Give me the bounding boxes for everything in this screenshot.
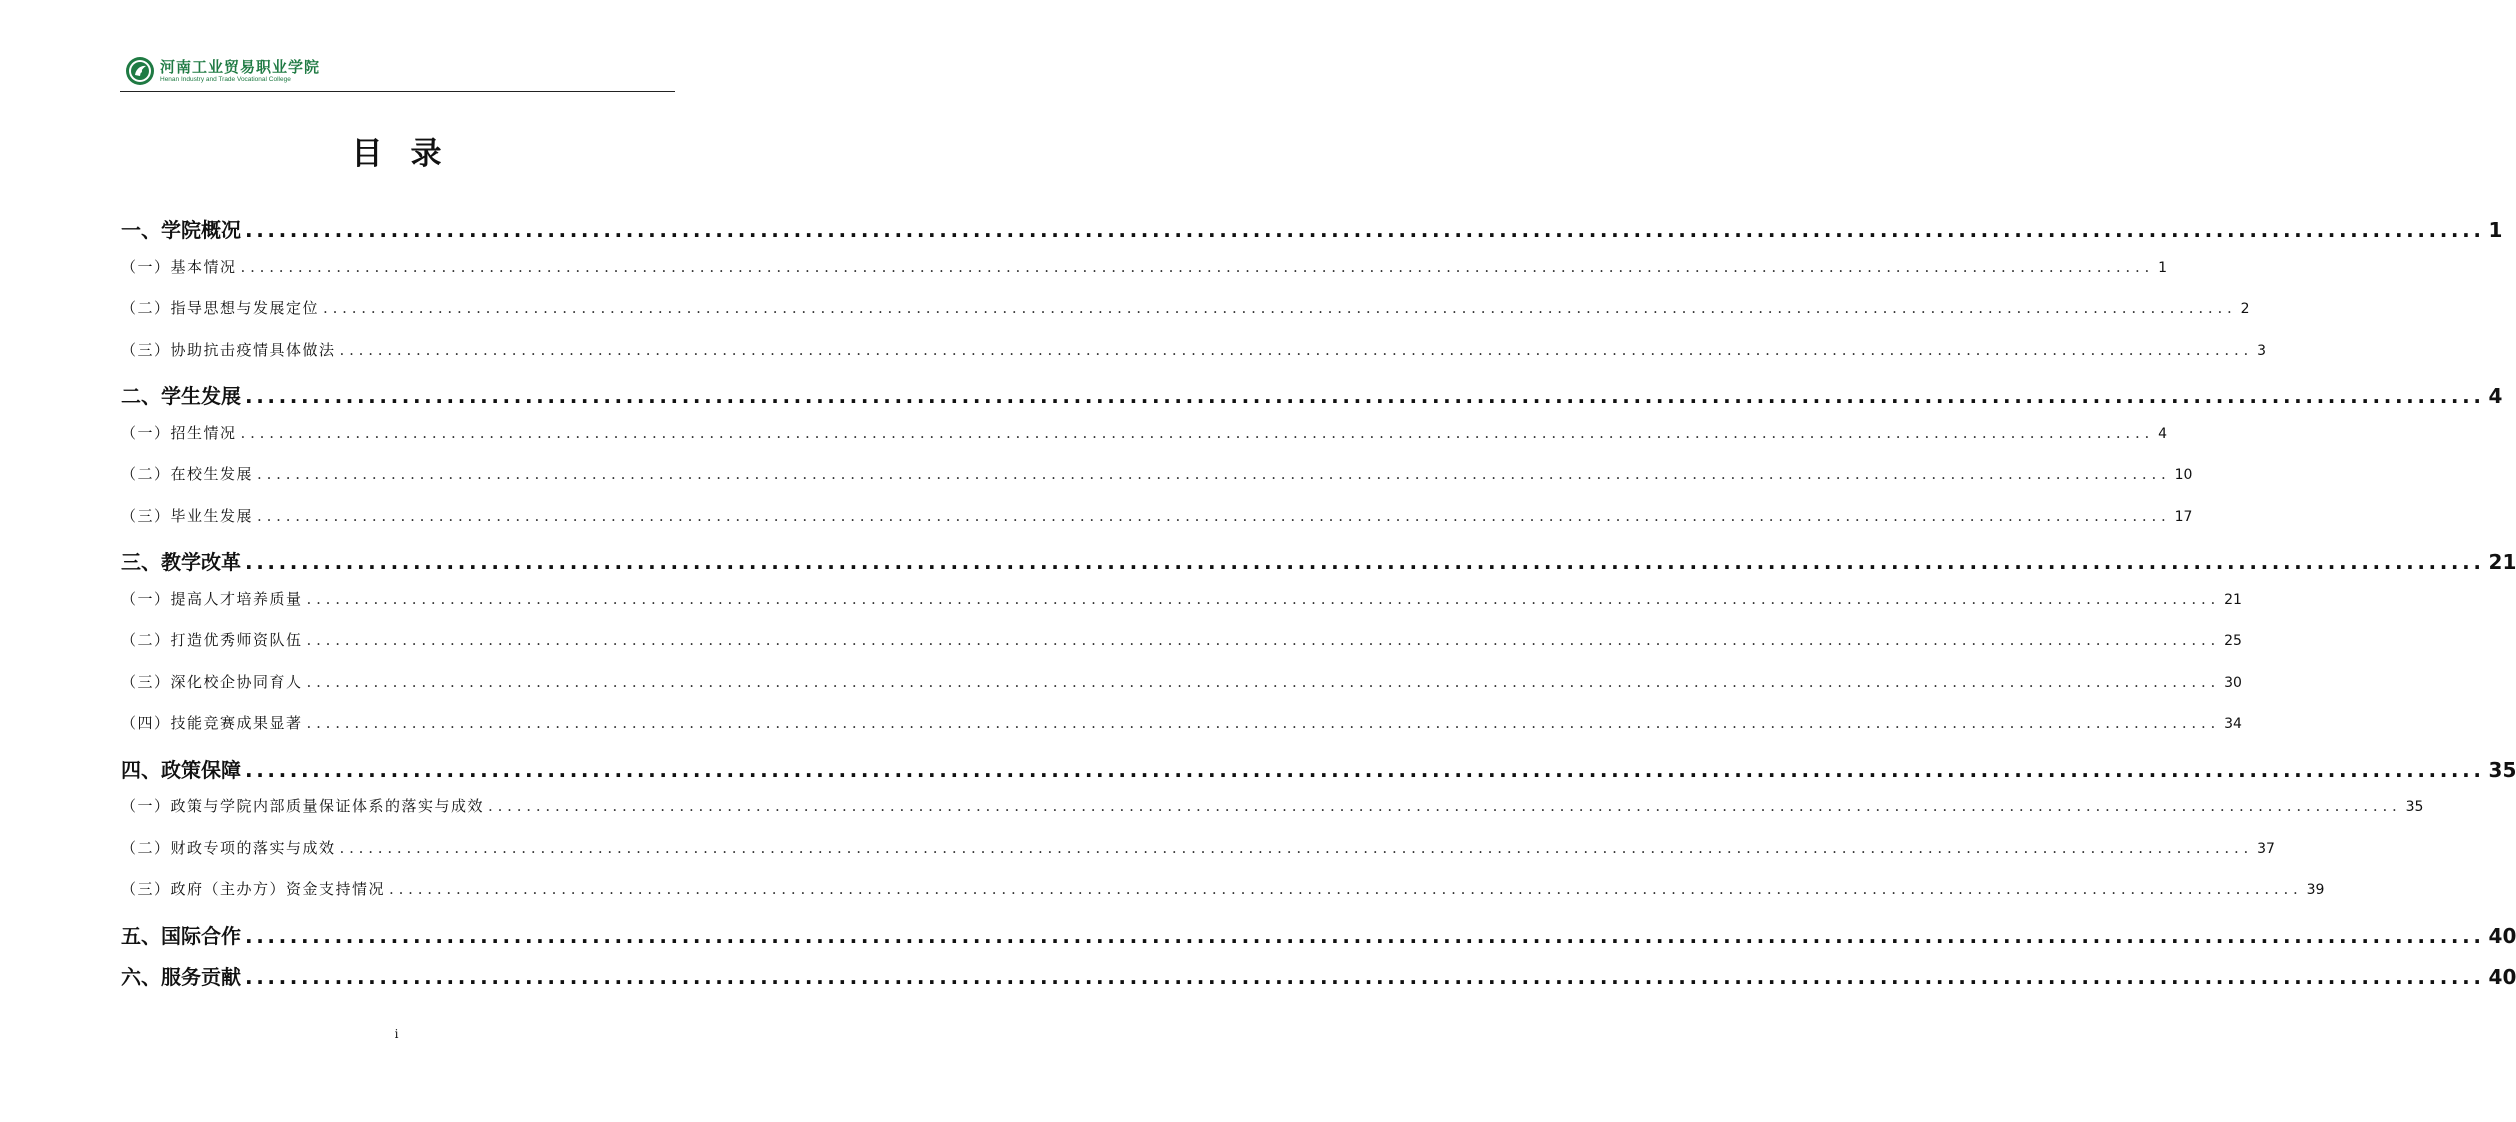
toc-entry-page: 37 <box>2257 840 2275 857</box>
toc-leader-dots: ........................................................................................................................................................................................................ <box>306 672 2221 691</box>
toc-section-entry[interactable] <box>121 339 2267 360</box>
page-header <box>120 50 675 92</box>
toc-entry-page: 17 <box>2174 508 2193 525</box>
toc-leader-dots: ........................................................................................................................................................................................................ <box>240 257 2155 276</box>
toc-entry-label: 六、服务贡献 <box>121 965 241 989</box>
toc-entry-label: 四、政策保障 <box>121 757 241 782</box>
toc-leader-dots: ........................................................................................................................................................................................................ <box>257 465 2171 483</box>
toc-leader-dots: ........................................................................................................................................................................................................ <box>257 506 2171 525</box>
toc-leader-dots: ........................................................................................................................................................................................................ <box>306 589 2221 608</box>
toc-entry-page: 2 <box>2240 301 2250 317</box>
toc-chapter-entry[interactable] <box>121 380 2503 409</box>
toc-section-entry[interactable] <box>121 712 2242 733</box>
header-divider <box>120 91 675 92</box>
toc-leader-dots: ........................................................................................................................................................................................................ <box>245 550 2485 574</box>
toc-chapter-entry[interactable] <box>121 961 2516 990</box>
toc-entry-label: （三）毕业生发展 <box>121 506 254 525</box>
toc-entry-label: （一）基本情况 <box>121 257 237 276</box>
toc-entry-page: 1 <box>2158 259 2168 276</box>
toc-entry-page: 39 <box>2306 882 2325 898</box>
toc-leader-dots: ........................................................................................................................................................................................................ <box>245 965 2485 989</box>
toc-section-entry[interactable] <box>121 671 2242 692</box>
toc-leader-dots: ........................................................................................................................................................................................................ <box>245 384 2485 408</box>
toc-entry-label: （二）财政专项的落实与成效 <box>121 838 336 857</box>
toc-entry-label: （一）招生情况 <box>121 423 237 442</box>
toc-entry-label: （三）政府（主办方）资金支持情况 <box>121 880 386 898</box>
toc-section-entry[interactable] <box>121 878 2325 899</box>
toc-entry-label: 五、国际合作 <box>121 923 241 948</box>
toc-entry-label: （二）指导思想与发展定位 <box>121 299 320 317</box>
toc-entry-label: （二）在校生发展 <box>121 465 254 483</box>
toc-entry-page: 4 <box>2158 425 2168 442</box>
toc-entry-page: 3 <box>2257 342 2267 359</box>
toc-entry-label: 一、学院概况 <box>121 218 241 242</box>
toc-section-entry[interactable] <box>121 795 2424 816</box>
toc-entry-label: 三、教学改革 <box>121 550 241 574</box>
toc-entry-label: （一）政策与学院内部质量保证体系的落实与成效 <box>121 797 485 815</box>
toc-leader-dots: ........................................................................................................................................................................................................ <box>339 340 2254 359</box>
toc-section-entry[interactable] <box>121 588 2242 609</box>
toc-entry-label: （二）打造优秀师资队伍 <box>121 631 303 649</box>
toc-entry-page: 35 <box>2488 757 2516 782</box>
toc-entry-label: （四）技能竞赛成果显著 <box>121 714 303 732</box>
toc-leader-dots: ........................................................................................................................................................................................................ <box>339 838 2254 857</box>
toc-section-entry[interactable] <box>121 256 2168 277</box>
toc-leader-dots: ........................................................................................................................................................................................................ <box>306 631 2221 649</box>
toc-leader-dots: ........................................................................................................................................................................................................ <box>389 880 2303 898</box>
toc-leader-dots: ........................................................................................................................................................................................................ <box>323 299 2237 317</box>
toc-section-entry[interactable] <box>121 463 2193 484</box>
toc-entry-page: 40 <box>2488 965 2516 989</box>
toc-entry-page: 35 <box>2405 799 2424 815</box>
toc-chapter-entry[interactable] <box>121 214 2503 243</box>
toc-leader-dots: ........................................................................................................................................................................................................ <box>240 423 2155 442</box>
college-name-cn: 河南工业贸易职业学院 <box>160 58 321 76</box>
toc-entry-label: （三）协助抗击疫情具体做法 <box>121 340 336 359</box>
toc-entry-label: 二、学生发展 <box>121 384 241 408</box>
college-name-en: Henan Industry and Trade Vocational College <box>160 76 291 83</box>
toc-leader-dots: ........................................................................................................................................................................................................ <box>488 797 2402 815</box>
toc-entry-page: 34 <box>2224 716 2242 732</box>
toc-entry-page: 21 <box>2488 550 2516 574</box>
toc-section-entry[interactable] <box>121 629 2242 650</box>
toc-entry-page: 1 <box>2488 218 2503 242</box>
toc-entry-page: 21 <box>2224 591 2242 608</box>
page-number: i <box>394 1027 399 1041</box>
page-title: 目录 <box>351 136 470 172</box>
toc-section-entry[interactable] <box>121 297 2250 318</box>
toc-chapter-entry[interactable] <box>121 920 2516 949</box>
toc-section-entry[interactable] <box>121 837 2275 858</box>
toc-entry-page: 10 <box>2174 467 2193 483</box>
toc-section-entry[interactable] <box>121 422 2168 443</box>
toc-entry-page: 4 <box>2488 384 2503 408</box>
toc-entry-label: （三）深化校企协同育人 <box>121 672 303 691</box>
toc-entry-page: 25 <box>2224 633 2242 649</box>
toc-chapter-entry[interactable] <box>121 546 2516 575</box>
toc-entry-label: （一）提高人才培养质量 <box>121 589 303 608</box>
toc-entry-page: 40 <box>2488 923 2516 948</box>
toc-entry-page: 30 <box>2224 674 2242 691</box>
toc-leader-dots: ........................................................................................................................................................................................................ <box>245 757 2485 782</box>
toc-leader-dots: ........................................................................................................................................................................................................ <box>245 218 2485 242</box>
college-emblem-icon <box>125 56 155 86</box>
toc-section-entry[interactable] <box>121 505 2193 526</box>
toc-leader-dots: ........................................................................................................................................................................................................ <box>245 923 2485 948</box>
toc-chapter-entry[interactable] <box>121 754 2516 783</box>
toc-leader-dots: ........................................................................................................................................................................................................ <box>306 714 2221 732</box>
